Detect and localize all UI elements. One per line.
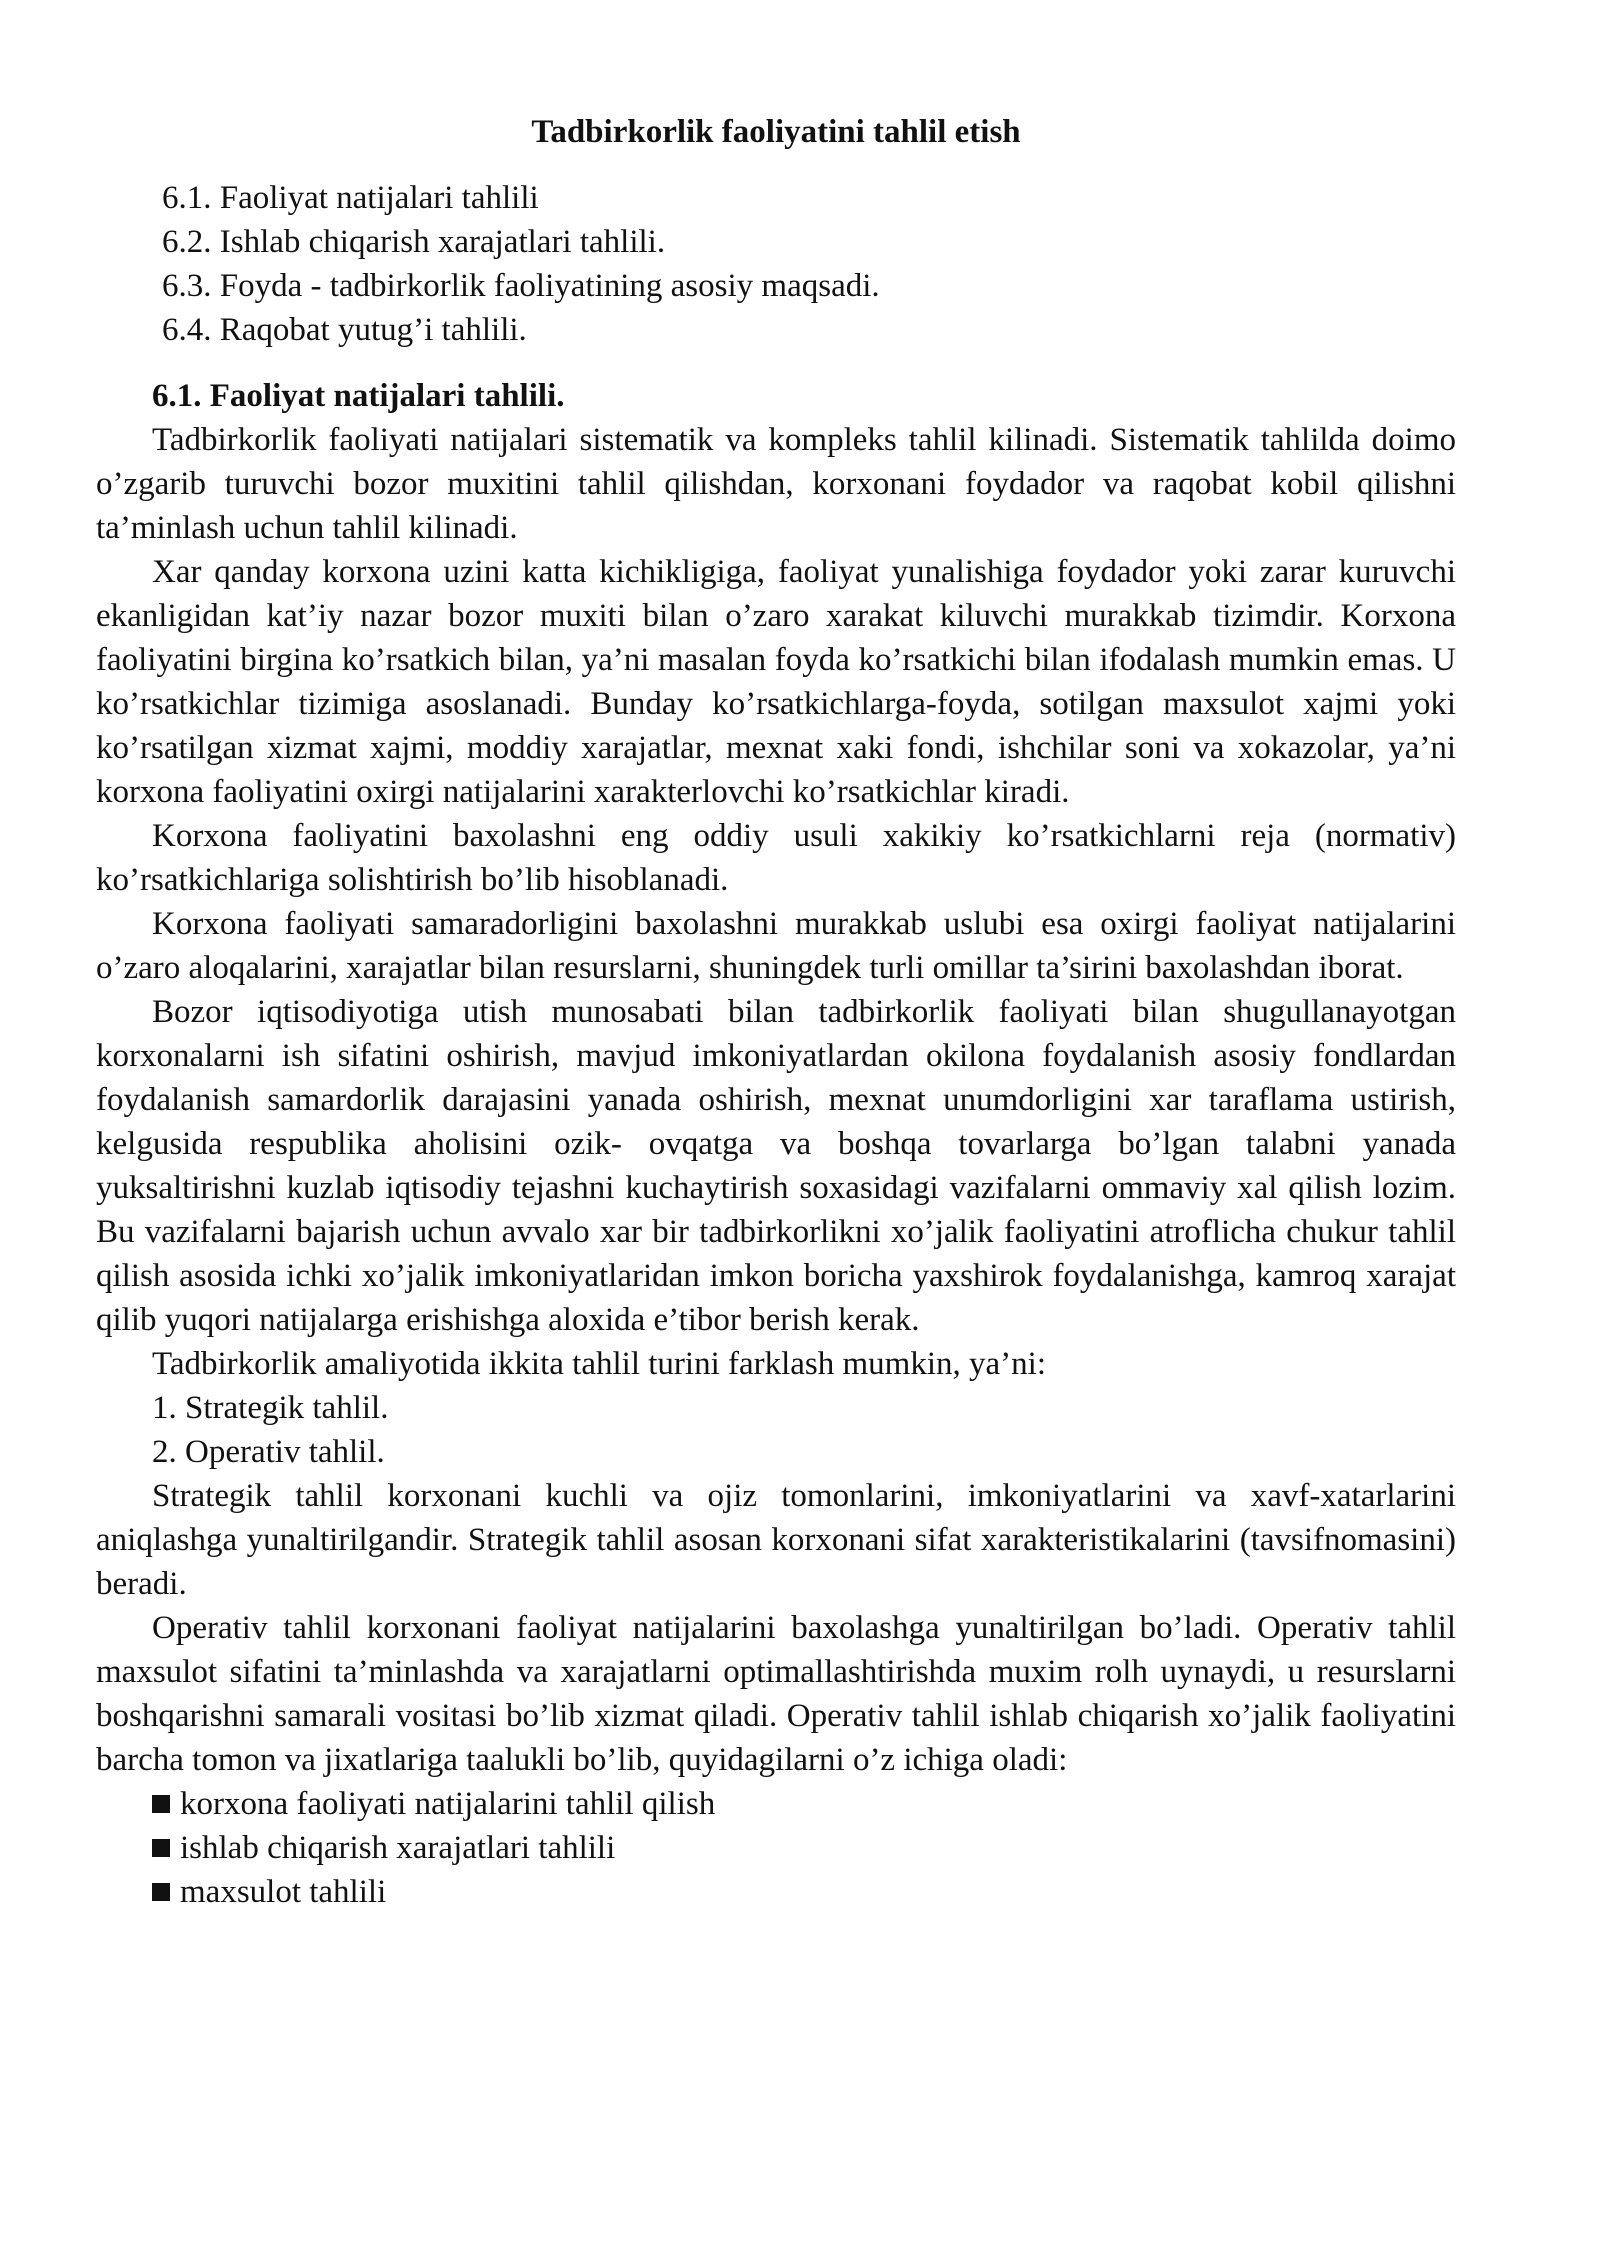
list-item-strategic: 1. Strategik tahlil. [152, 1390, 389, 1426]
bullet-item [152, 1826, 1456, 1870]
paragraph: Tadbirkorlik amaliyotida ikkita tahlil turini farklash mumkin, ya’ni: [152, 1346, 1046, 1382]
bullet-text: korxona faoliyati natijalarini tahlil qilish [180, 1786, 716, 1822]
square-bullet-icon [152, 1839, 170, 1857]
paragraph: Strategik tahlil korxonani kuchli va ojiz tomonlarini, imkoniyatlarini va xavf-xatarlarini aniqlashga yunaltirilgandir. Strategik tahlil asosan korxonani sifat xarakteristikalarini (tavsifnomasini) beradi. [96, 1478, 1456, 1602]
paragraph: Operativ tahlil korxonani faoliyat natijalarini baxolashga yunaltirilgan bo’ladi. Operativ tahlil maxsulot sifatini ta’minlashda va xarajatlarni optimallashtirishda muxim rolh uynaydi, u resurslarni boshqarishni samarali vositasi bo’lib xizmat qiladi. Operativ tahlil ishlab chiqarish xo’jalik faoliyatini barcha tomon va jixatlariga taalukli bo’lib, quyidagilarni o’z ichiga oladi: [96, 1610, 1456, 1778]
bullet-text: maxsulot tahlili [180, 1874, 387, 1910]
square-bullet-icon [152, 1795, 170, 1813]
toc-item: 6.3. Foyda - tadbirkorlik faoliyatining asosiy maqsadi. [162, 268, 880, 304]
list-item-operative: 2. Operativ tahlil. [152, 1434, 385, 1470]
table-of-contents [96, 176, 1456, 352]
paragraph: Korxona faoliyatini baxolashni eng oddiy usuli xakikiy ko’rsatkichlarni reja (normativ) ko’rsatkichlariga solishtirish bo’lib hisoblanadi. [96, 818, 1456, 898]
bullet-text: ishlab chiqarish xarajatlari tahlili [180, 1830, 616, 1866]
document-title: Tadbirkorlik faoliyatini tahlil etish [531, 114, 1021, 150]
document-page [96, 110, 1456, 1914]
toc-item: 6.4. Raqobat yutug’i tahlili. [162, 312, 527, 348]
toc-item: 6.2. Ishlab chiqarish xarajatlari tahlili. [162, 224, 666, 260]
bullet-list [96, 1782, 1456, 1914]
paragraph: Tadbirkorlik faoliyati natijalari sistematik va kompleks tahlil kilinadi. Sistematik tahlilda doimo o’zgarib turuvchi bozor muxitini tahlil qilishdan, korxonani foydador va raqobat kobil qilishni ta’minlash uchun tahlil kilinadi. [96, 422, 1456, 546]
paragraph: Korxona faoliyati samaradorligini baxolashni murakkab uslubi esa oxirgi faoliyat natijalarini o’zaro aloqalarini, xarajatlar bilan resurslarni, shuningdek turli omillar ta’sirini baxolashdan iborat. [96, 906, 1456, 986]
toc-item: 6.1. Faoliyat natijalari tahlili [162, 180, 539, 216]
paragraph: Xar qanday korxona uzini katta kichikligiga, faoliyat yunalishiga foydador yoki zarar kuruvchi ekanligidan kat’iy nazar bozor muxiti bilan o’zaro xarakat kiluvchi murakkab tizimdir. Korxona faoliyatini birgina ko’rsatkich bilan, ya’ni masalan foyda ko’rsatkichi bilan ifodalash mumkin emas. U ko’rsatkichlar tizimiga asoslanadi. Bunday ko’rsatkichlarga-foyda, sotilgan maxsulot xajmi yoki ko’rsatilgan xizmat xajmi, moddiy xarajatlar, mexnat xaki fondi, ishchilar soni va xokazolar, ya’ni korxona faoliyatini oxirgi natijalarini xarakterlovchi ko’rsatkichlar kiradi. [96, 554, 1456, 810]
bullet-item [152, 1870, 1456, 1914]
paragraph: Bozor iqtisodiyotiga utish munosabati bilan tadbirkorlik faoliyati bilan shugullanayotgan korxonalarni ish sifatini oshirish, mavjud imkoniyatlardan okilona foydalanish asosiy fondlardan foydalanish samardorlik darajasini yanada oshirish, mexnat unumdorligini xar taraflama ustirish, kelgusida respublika aholisini ozik- ovqatga va boshqa tovarlarga bo’lgan talabni yanada yuksaltirishni kuzlab iqtisodiy tejashni kuchaytirish soxasidagi vazifalarni ommaviy xal qilish lozim. Bu vazifalarni bajarish uchun avvalo xar bir tadbirkorlikni xo’jalik faoliyatini atroflicha chukur tahlil qilish asosida ichki xo’jalik imkoniyatlaridan imkon boricha yaxshirok foydalanishga, kamroq xarajat qilib yuqori natijalarga erishishga aloxida e’tibor berish kerak. [96, 994, 1456, 1338]
section-heading: 6.1. Faoliyat natijalari tahlili. [152, 378, 565, 414]
square-bullet-icon [152, 1883, 170, 1901]
bullet-item [152, 1782, 1456, 1826]
